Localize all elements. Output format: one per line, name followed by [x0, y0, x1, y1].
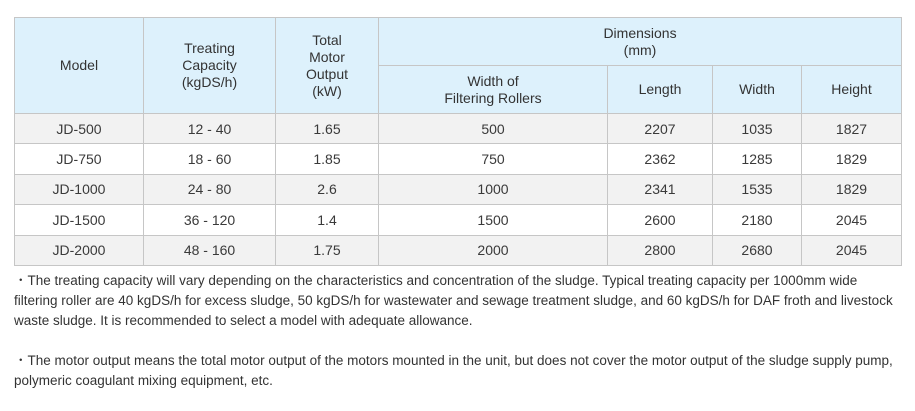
cell-length: 2341	[608, 174, 713, 204]
cell-length: 2800	[608, 235, 713, 265]
cell-width: 1285	[713, 144, 802, 174]
cell-model: JD-1500	[15, 205, 144, 235]
header-line: Capacity	[182, 57, 237, 73]
header-line: Filtering Rollers	[444, 89, 542, 106]
header-width: Width	[713, 66, 802, 114]
cell-output: 1.65	[276, 114, 379, 144]
cell-capacity: 24 - 80	[144, 174, 276, 204]
cell-length: 2362	[608, 144, 713, 174]
header-model: Model	[15, 18, 144, 114]
cell-width: 1035	[713, 114, 802, 144]
cell-rollers: 1000	[379, 174, 608, 204]
cell-width: 1535	[713, 174, 802, 204]
table-header	[15, 18, 902, 114]
cell-height: 1829	[802, 174, 902, 204]
cell-height: 2045	[802, 205, 902, 235]
cell-output: 1.4	[276, 205, 379, 235]
cell-capacity: 48 - 160	[144, 235, 276, 265]
cell-model: JD-500	[15, 114, 144, 144]
notes	[14, 271, 904, 411]
note-treating-capacity: ・The treating capacity will vary depending on the characteristics and concentration of the sludge. Typical treating capacity per 1000mm wide filtering roller are 40 kgDS/h for excess sludge, 50 kgDS/h for wastewater and sewage treatment sludge, and 60 kgDS/h for DAF froth and livestock waste sludge. It is recommended to select a model with adequate allowance.	[14, 273, 893, 328]
cell-length: 2207	[608, 114, 713, 144]
header-line: Treating	[184, 40, 235, 56]
table-row	[15, 144, 902, 174]
cell-capacity: 36 - 120	[144, 205, 276, 235]
cell-model: JD-750	[15, 144, 144, 174]
table-row	[15, 174, 902, 204]
cell-rollers: 500	[379, 114, 608, 144]
header-length: Length	[608, 66, 713, 114]
header-width-of-rollers	[379, 66, 608, 114]
cell-rollers: 1500	[379, 205, 608, 235]
cell-length: 2600	[608, 205, 713, 235]
table-row	[15, 205, 902, 235]
cell-width: 2180	[713, 205, 802, 235]
cell-capacity: 12 - 40	[144, 114, 276, 144]
header-line: Output	[305, 65, 349, 82]
note-motor-output: ・The motor output means the total motor output of the motors mounted in the unit, but does not cover the motor output of the sludge supply pump, polymeric coagulant mixing equipment, etc.	[14, 353, 893, 388]
table-row	[15, 114, 902, 144]
cell-output: 1.75	[276, 235, 379, 265]
header-dimensions	[379, 18, 902, 66]
cell-rollers: 750	[379, 144, 608, 174]
header-motor-output	[276, 18, 379, 114]
cell-height: 2045	[802, 235, 902, 265]
cell-rollers: 2000	[379, 235, 608, 265]
header-line: (kgDS/h)	[181, 74, 238, 90]
header-line: Motor	[309, 48, 345, 65]
spec-table	[14, 17, 902, 266]
table-body	[15, 114, 902, 266]
cell-output: 1.85	[276, 144, 379, 174]
cell-width: 2680	[713, 235, 802, 265]
header-line: (mm)	[623, 41, 657, 58]
cell-capacity: 18 - 60	[144, 144, 276, 174]
table-row	[15, 235, 902, 265]
header-treating-capacity	[144, 18, 276, 114]
header-height: Height	[802, 66, 902, 114]
cell-model: JD-2000	[15, 235, 144, 265]
cell-height: 1827	[802, 114, 902, 144]
cell-model: JD-1000	[15, 174, 144, 204]
header-line: (kW)	[312, 82, 342, 99]
header-line: Total	[312, 31, 342, 48]
header-line: Dimensions	[603, 24, 677, 41]
cell-output: 2.6	[276, 174, 379, 204]
cell-height: 1829	[802, 144, 902, 174]
header-line: Width of	[467, 72, 519, 89]
